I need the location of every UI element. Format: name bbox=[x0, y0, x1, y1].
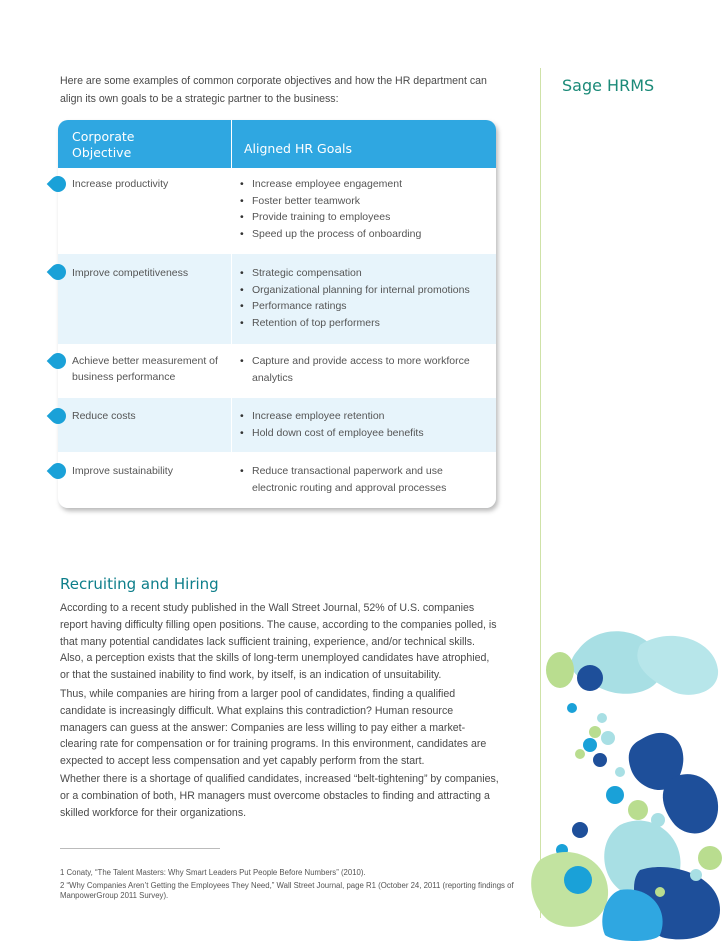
decorative-bubbles-illustration bbox=[520, 540, 728, 943]
list-item: • Foster better teamwork bbox=[240, 193, 480, 210]
goals-list bbox=[240, 176, 480, 242]
list-item: • Reduce transactional paperwork and use electronic routing and approval processes bbox=[240, 463, 480, 496]
body-paragraph: Whether there is a shortage of qualified candidates, increased “belt-tightening” by companies, or a combination of both, HR managers must overcome obstacles to finding and attracting a skilled workforce for their organizations. bbox=[60, 773, 499, 819]
brand-logo-text: Sage HRMS bbox=[562, 76, 655, 95]
header-objective: Corporate Objective bbox=[72, 129, 135, 160]
list-item: • Increase employee retention bbox=[240, 408, 480, 425]
objective-cell: Improve sustainability bbox=[72, 465, 173, 477]
objective-cell: Increase productivity bbox=[72, 178, 169, 190]
objective-cell: Reduce costs bbox=[72, 410, 136, 422]
objective-cell: Achieve better measurement of business performance bbox=[72, 355, 218, 383]
body-paragraph: Thus, while companies are hiring from a larger pool of candidates, finding a qualified candidate is increasingly difficult. What explains this contradiction? Human resource managers can guess at the answer: Companies are less willing to pay either a market-clearing rate for compensation or for training programs. In this environment, candidates are expected to accept less compensation and yet capably perform from the start. bbox=[60, 688, 487, 768]
goals-list bbox=[240, 353, 480, 386]
list-item: • Strategic compensation bbox=[240, 265, 480, 282]
body-paragraph: According to a recent study published in the Wall Street Journal, 52% of U.S. companies report having difficulty filling open positions. The cause, according to the companies polled, is that many potential candidates lack sufficient training, experience, and/or technical skills. Also, a perception exists that the skills of long-term unemployed candidates have atrophied, or that the sustained inability to find work, by itself, is an indication of unsuitability. bbox=[60, 602, 497, 682]
list-item: • Hold down cost of employee benefits bbox=[240, 425, 480, 442]
footnote-rule bbox=[60, 848, 220, 849]
header-goals: Aligned HR Goals bbox=[244, 141, 352, 156]
goals-list bbox=[240, 265, 480, 331]
table-header bbox=[58, 120, 496, 168]
goals-list bbox=[240, 408, 480, 441]
list-item: • Provide training to employees bbox=[240, 209, 480, 226]
list-item: • Organizational planning for internal promotions bbox=[240, 282, 480, 299]
list-item: • Capture and provide access to more workforce analytics bbox=[240, 353, 480, 386]
column-divider bbox=[231, 120, 232, 508]
footnote: 1 Conaty, “The Talent Masters: Why Smart Leaders Put People Before Numbers” (2010). bbox=[60, 868, 366, 877]
footnote: 2 “Why Companies Aren’t Getting the Employees They Need,” Wall Street Journal, page R1 (October 24, 2011 (reporting findings of ManpowerGroup 2011 Survey). bbox=[60, 881, 514, 900]
list-item: • Increase employee engagement bbox=[240, 176, 480, 193]
list-item: • Performance ratings bbox=[240, 298, 480, 315]
section-title: Recruiting and Hiring bbox=[60, 575, 219, 593]
objective-cell: Improve competitiveness bbox=[72, 267, 189, 279]
goals-list bbox=[240, 463, 480, 496]
intro-text: Here are some examples of common corporate objectives and how the HR department can align its own goals to be a strategic partner to the business: bbox=[60, 75, 487, 105]
objectives-table bbox=[58, 120, 496, 508]
list-item: • Retention of top performers bbox=[240, 315, 480, 332]
list-item: • Speed up the process of onboarding bbox=[240, 226, 480, 243]
